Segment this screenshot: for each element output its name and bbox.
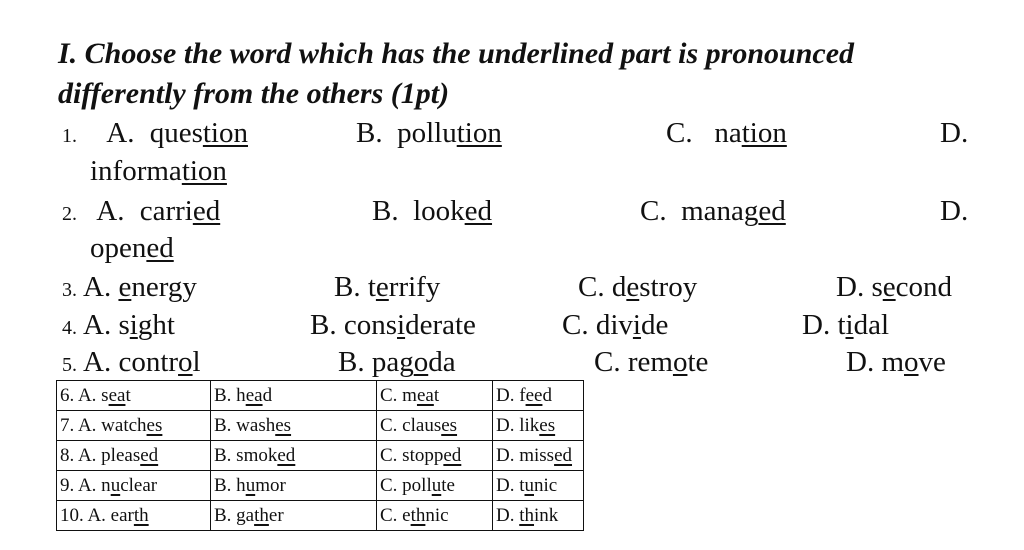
option-b-word: looked [413,195,493,227]
question-3-option-b: B. terrify [334,271,441,303]
question-2-option-d-word: opened [90,232,174,264]
table-cell: 9. A. nuclear [57,471,211,501]
question-2-option-d-label: D. [940,195,969,227]
option-b-word: pagoda [371,346,456,378]
option-c-word: divide [595,309,669,341]
question-2-option-b: B. looked [372,195,493,227]
question-1-option-b: B. pollution [356,117,502,149]
option-a-word: sight [118,309,175,341]
question-number: 1. [62,125,77,147]
question-4-option-d: D. tidal [802,309,890,341]
option-a-word: carried [139,195,221,227]
table-cell: C. stopped [377,441,493,471]
question-5-option-a: 5. A. control [62,346,201,378]
table-cell: D. think [493,501,584,531]
question-3-option-c: C. destroy [578,271,698,303]
option-c-word: nation [714,117,787,149]
table-cell: C. pollute [377,471,493,501]
question-2-line1: 2. A. carried [62,195,221,227]
table-cell: B. humor [211,471,377,501]
option-a-word: energy [118,271,197,303]
question-5-option-c: C. remote [594,346,709,378]
table-cell: D. missed [493,441,584,471]
table-cell: B. washes [211,411,377,441]
question-4-option-a: 4. A. sight [62,309,175,341]
table-cell: 6. A. seat [57,381,211,411]
option-c-word: managed [681,195,786,227]
table-cell: 7. A. watches [57,411,211,441]
table-cell: D. tunic [493,471,584,501]
table-row [57,381,584,411]
table-cell: B. smoked [211,441,377,471]
question-number: 2. [62,203,77,225]
table-cell: B. gather [211,501,377,531]
questions-table [56,380,584,531]
question-3-option-d: D. second [836,271,952,303]
option-a-word: question [149,117,248,149]
table-row [57,411,584,441]
option-a-label: A. [106,117,135,149]
option-d-word: tidal [837,309,890,341]
option-a-word: control [118,346,201,378]
question-1-line1 [62,116,248,153]
table-cell: B. head [211,381,377,411]
option-c-word: remote [627,346,709,378]
option-b-word: considerate [343,309,476,341]
table-row [57,501,584,531]
option-b-word: pollution [397,117,502,149]
table-cell: 10. A. earth [57,501,211,531]
question-5-option-b: B. pagoda [338,346,456,378]
option-d-word: move [881,346,946,378]
section-title: I. Choose the word which has the underlined part is pronounced differently from the others (1pt) [58,37,855,110]
table-cell: C. ethnic [377,501,493,531]
question-4-option-c: C. divide [562,309,669,341]
question-1-option-c: C. nation [666,117,787,149]
table-cell: D. likes [493,411,584,441]
table-cell: C. meat [377,381,493,411]
table-cell: D. feed [493,381,584,411]
table-cell: 8. A. pleased [57,441,211,471]
table-row [57,471,584,501]
option-d-word: second [871,271,952,303]
question-3-option-a: 3. A. energy [62,271,197,303]
option-c-word: destroy [611,271,698,303]
table-row [57,441,584,471]
table-cell: C. clauses [377,411,493,441]
question-1-option-d-label: D. [940,117,969,149]
question-1-option-d-word: information [90,155,227,187]
question-4-option-b: B. considerate [310,309,476,341]
question-2-option-c: C. managed [640,195,786,227]
option-b-word: terrify [367,271,441,303]
question-5-option-d: D. move [846,346,946,378]
